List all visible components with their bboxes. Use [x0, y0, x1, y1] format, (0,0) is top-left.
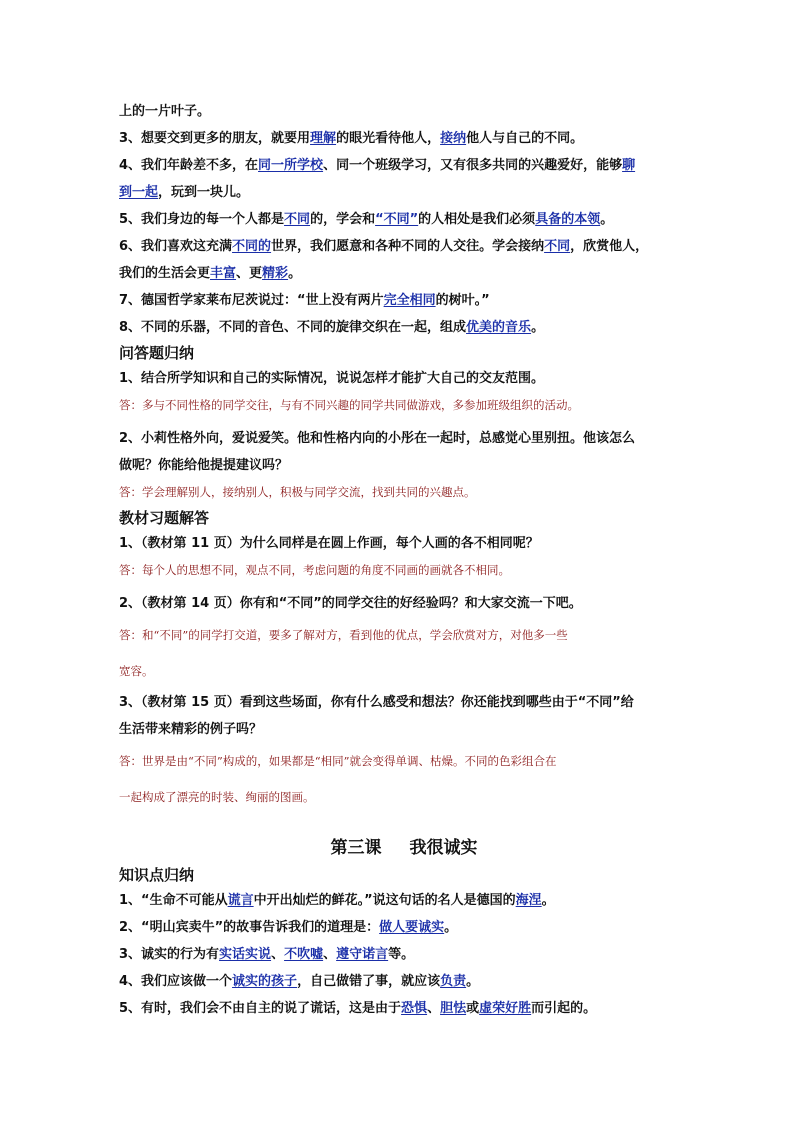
- line-text: 中开出灿烂的鲜花。”说这句话的名人是德国的: [253, 893, 516, 908]
- textbook-question-3-line-1: 3、（教材第 15 页）看到这些场面，你有什么感受和想法？你还能找到哪些由于“不同”给: [119, 695, 634, 710]
- page-content: [119, 98, 689, 1022]
- line-text: 3、诚实的行为有: [119, 947, 220, 962]
- line-text: 4、我们年龄差不多，在: [119, 158, 259, 173]
- line-text: 。: [600, 212, 614, 227]
- qa-answer-2: 答：学会理解别人，接纳别人，积极与同学交流，找到共同的兴趣点。: [119, 485, 476, 499]
- textbook-answer-2-line-1: 答：和“不同”的同学打交道，要多了解对方，看到他的优点，学会欣赏对方，对他多一些: [119, 628, 568, 642]
- line-text: 。: [531, 320, 545, 335]
- key-term: 优美的音乐: [466, 320, 532, 335]
- line-text: 8、不同的乐器，不同的音色、不同的旋律交织在一起，组成: [119, 320, 467, 335]
- line-text: 2、“明山宾卖牛”的故事告诉我们的道理是：: [119, 920, 380, 935]
- textbook-question-1: 1、（教材第 11 页）为什么同样是在圆上作画，每个人画的各不相同呢？: [119, 536, 539, 551]
- key-term: 不同: [284, 212, 311, 227]
- key-term: 不同: [544, 239, 571, 254]
- key-term: 理解: [310, 131, 337, 146]
- key-term: 负责: [440, 974, 467, 989]
- line-text: 5、有时，我们会不由自主的说了谎话，这是由于: [119, 1001, 402, 1016]
- line-text: 他人与自己的不同。: [466, 131, 584, 146]
- qa-answer-1: 答：多与不同性格的同学交往，与有不同兴趣的同学共同做游戏，多参加班级组织的活动。: [119, 398, 579, 412]
- knowledge-point-line: [119, 941, 689, 968]
- line-text: ，自己做错了事，就应该: [297, 974, 441, 989]
- line-text: 7、德国哲学家莱布尼茨说过：“世上没有两片: [119, 293, 384, 308]
- knowledge-point-line: [119, 260, 689, 287]
- textbook-answer-3-line-1: 答：世界是由“不同”构成的，如果都是“相同”就会变得单调、枯燥。不同的色彩组合在: [119, 754, 557, 768]
- key-term: 遵守诺言: [336, 947, 389, 962]
- knowledge-point-list: [119, 887, 689, 1022]
- line-text: 4、我们应该做一个: [119, 974, 233, 989]
- line-text: 。: [541, 893, 555, 908]
- knowledge-section-heading: 知识点归纳: [119, 866, 195, 884]
- knowledge-point-line: [119, 152, 689, 179]
- textbook-question-3-line-2: 生活带来精彩的例子吗？: [119, 722, 263, 737]
- line-text: 上的一片叶子。: [119, 104, 211, 119]
- line-text: ，玩到一块儿。: [158, 185, 250, 200]
- textbook-answer-1: 答：每个人的思想不同，观点不同，考虑问题的角度不同画的画就各不相同。: [119, 563, 510, 577]
- key-term: 虚荣好胜: [479, 1001, 532, 1016]
- key-term: 实话实说: [219, 947, 272, 962]
- textbook-answer-3-line-2: 一起构成了漂亮的时装、绚丽的图画。: [119, 790, 315, 804]
- knowledge-point-line: [119, 968, 689, 995]
- textbook-answer-2-line-2: 宽容。: [119, 664, 154, 678]
- key-term: 恐惧: [401, 1001, 428, 1016]
- line-text: 的眼光看待他人，: [336, 131, 441, 146]
- line-text: 而引起的。: [531, 1001, 597, 1016]
- line-text: 世界，我们愿意和各种不同的人交往。学会接纳: [271, 239, 545, 254]
- line-text: 、同一个班级学习，又有很多共同的兴趣爱好，能够: [323, 158, 623, 173]
- qa-section-heading: 问答题归纳: [119, 344, 195, 362]
- line-text: 5、我们身边的每一个人都是: [119, 212, 285, 227]
- key-term: 接纳: [440, 131, 467, 146]
- key-term: 丰富: [210, 266, 237, 281]
- knowledge-point-line: [119, 125, 689, 152]
- line-text: 的，学会和: [310, 212, 376, 227]
- line-text: 。: [444, 920, 458, 935]
- knowledge-list-continued: [119, 98, 689, 341]
- key-term: 精彩: [262, 266, 289, 281]
- line-text: 、: [427, 1001, 441, 1016]
- key-term: 聊: [622, 158, 636, 173]
- qa-question-2-line-1: 2、小莉性格外向，爱说爱笑。他和性格内向的小彤在一起时，总感觉心里别扭。他该怎么: [119, 431, 636, 446]
- qa-question-2-line-2: 做呢？你能给他提提建议吗？: [119, 458, 289, 473]
- line-text: 等。: [388, 947, 415, 962]
- key-term: 海涅: [515, 893, 542, 908]
- line-text: 。: [288, 266, 302, 281]
- line-text: 3、想要交到更多的朋友，就要用: [119, 131, 311, 146]
- line-text: 1、“生命不可能从: [119, 893, 228, 908]
- key-term: 到一起: [119, 185, 159, 200]
- key-term: 完全相同: [383, 293, 436, 308]
- key-term: 不同的: [232, 239, 272, 254]
- knowledge-point-line: [119, 179, 689, 206]
- key-term: 具备的本领: [535, 212, 601, 227]
- knowledge-point-line: [119, 995, 689, 1022]
- line-text: 6、我们喜欢这充满: [119, 239, 233, 254]
- line-text: 的人相处是我们必须: [418, 212, 536, 227]
- knowledge-point-line: [119, 314, 689, 341]
- key-term: 同一所学校: [258, 158, 324, 173]
- key-term: 谎言: [227, 893, 254, 908]
- qa-question-1: 1、结合所学知识和自己的实际情况，说说怎样才能扩大自己的交友范围。: [119, 371, 545, 386]
- line-text: 的树叶。”: [435, 293, 490, 308]
- key-term: “不同”: [375, 212, 419, 227]
- key-term: 胆怯: [440, 1001, 467, 1016]
- textbook-section-heading: 教材习题解答: [119, 509, 210, 527]
- lesson-name: 我很诚实: [409, 838, 478, 858]
- knowledge-point-line: [119, 287, 689, 314]
- line-text: 。: [466, 974, 480, 989]
- knowledge-point-line: [119, 914, 689, 941]
- knowledge-point-line: [119, 206, 689, 233]
- line-text: 、: [271, 947, 285, 962]
- lesson-title: [119, 833, 689, 863]
- line-text: 、更: [236, 266, 263, 281]
- knowledge-point-line: [119, 887, 689, 914]
- line-text: ，欣赏他人，: [570, 239, 649, 254]
- line-text: 或: [466, 1001, 480, 1016]
- key-term: 做人要诚实: [379, 920, 445, 935]
- key-term: 不吹嘘: [284, 947, 324, 962]
- knowledge-point-line: [119, 233, 689, 260]
- line-text: 我们的生活会更: [119, 266, 211, 281]
- key-term: 诚实的孩子: [232, 974, 298, 989]
- textbook-question-2: 2、（教材第 14 页）你有和“不同”的同学交往的好经验吗？和大家交流一下吧。: [119, 596, 582, 611]
- line-text: 、: [323, 947, 337, 962]
- lesson-number: 第三课: [330, 838, 382, 858]
- knowledge-point-line: [119, 98, 689, 125]
